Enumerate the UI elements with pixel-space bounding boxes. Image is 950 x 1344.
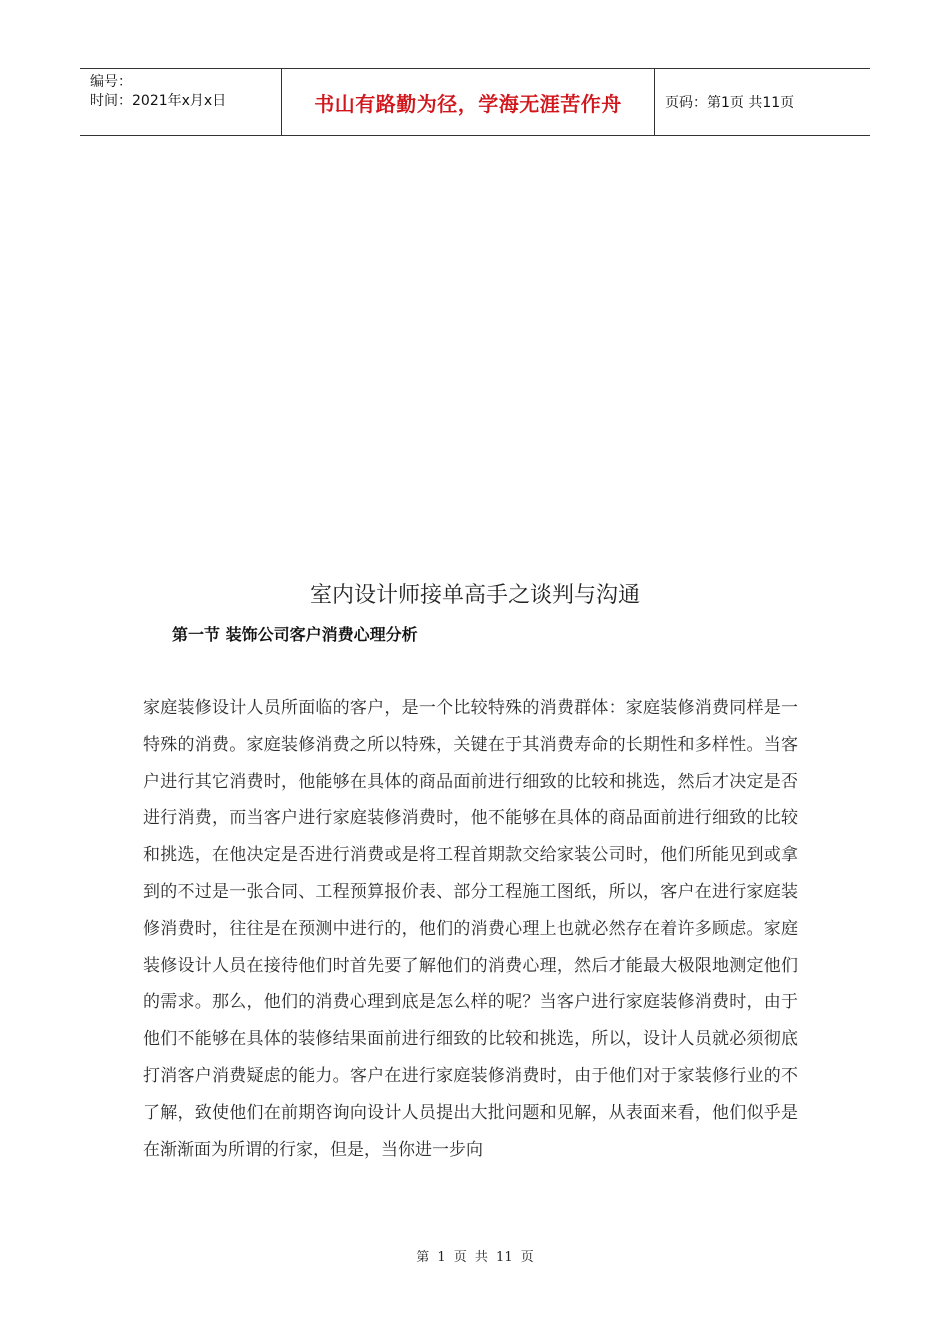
header-table (80, 68, 870, 136)
header-page-info: 页码：第1页 共11页 (665, 95, 795, 111)
page-footer: 第 1 页 共 11 页 (416, 1250, 534, 1265)
serial-number-label: 编号： (90, 74, 132, 90)
section-heading: 第一节 装饰公司客户消费心理分析 (172, 625, 418, 644)
header-page-cell (655, 69, 870, 135)
document-title: 室内设计师接单高手之谈判与沟通 (309, 583, 640, 608)
date-label: 时间：2021年x月x日 (90, 93, 227, 109)
body-paragraph: 家庭装修设计人员所面临的客户，是一个比较特殊的消费群体：家庭装修消费同样是一特殊的消费。家庭装修消费之所以特殊，关键在于其消费寿命的长期性和多样性。当客户进行其它消费时，他能够在具体的商品面前进行细致的比较和挑选，然后才决定是否进行消费，而当客户进行家庭装修消费时，他不能够在具体的商品面前进行细致的比较和挑选，在他决定是否进行消费或是将工程首期款交给家装公司时，他们所能见到或拿到的不过是一张合同、工程预算报价表、部分工程施工图纸，所以，客户在进行家庭装修消费时，往往是在预测中进行的，他们的消费心理上也就必然存在着许多顾虑。家庭装修设计人员在接待他们时首先要了解他们的消费心理，然后才能最大极限地测定他们的需求。那么，他们的消费心理到底是怎么样的呢？当客户进行家庭装修消费时，由于他们不能够在具体的装修结果面前进行细致的比较和挑选，所以，设计人员就必须彻底打消客户消费疑虑的能力。客户在进行家庭装修消费时，由于他们对于家装修行业的不了解，致使他们在前期咨询向设计人员提出大批问题和见解，从表面来看，他们似乎是在渐渐面为所谓的行家，但是，当你进一步向 (143, 698, 798, 1160)
header-motto-cell (282, 69, 655, 135)
motto-text: 书山有路勤为径，学海无涯苦作舟 (314, 91, 622, 116)
header-meta-cell (80, 69, 282, 135)
